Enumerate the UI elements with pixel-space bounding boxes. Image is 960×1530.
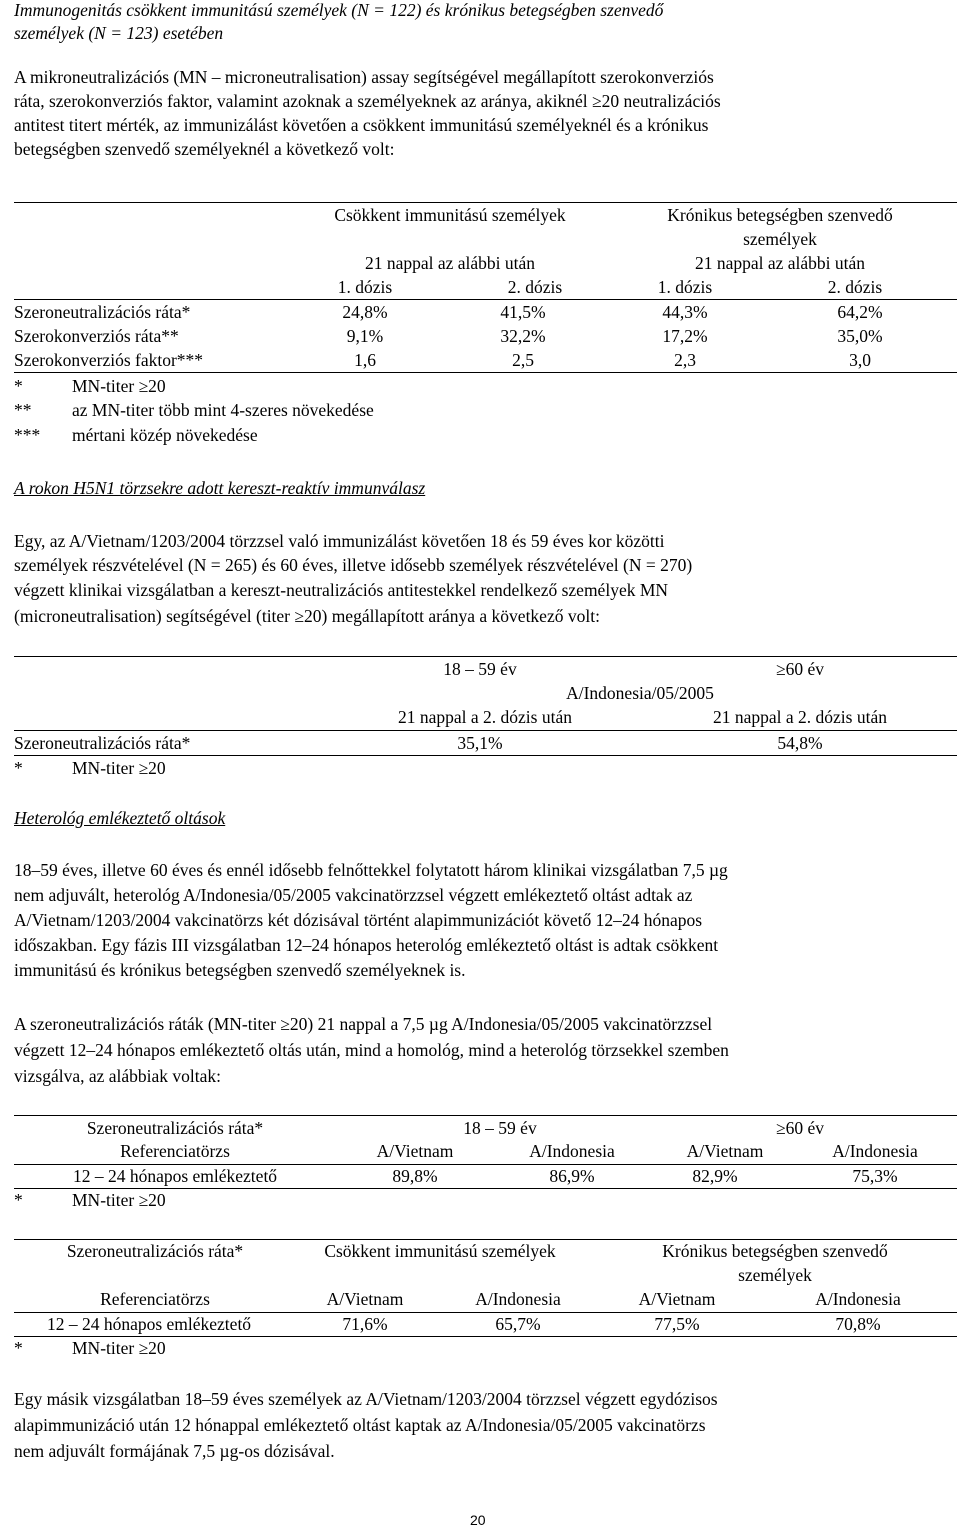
- table-rule: [14, 202, 957, 203]
- table-rule: [14, 1336, 957, 1337]
- table-group-header: ≥60 év: [776, 1118, 824, 1138]
- dose-header: 2. dózis: [827, 277, 883, 297]
- table-group-header: személyek: [743, 229, 817, 249]
- paragraph-line: antitest titert mérték, az immunizálást követően a csökkent immunitású személyeknél és a krónikus: [14, 115, 709, 135]
- footnote-mark: *: [14, 376, 23, 396]
- table-cell: 2,3: [674, 350, 696, 370]
- footnote-text: az MN-titer több mint 4-szeres növekedése: [72, 400, 374, 420]
- table-cell: 65,7%: [495, 1314, 541, 1334]
- table-cell: 35,1%: [457, 733, 503, 753]
- table-row-label: Szeroneutralizációs ráta*: [14, 733, 191, 753]
- table-cell: 3,0: [849, 350, 871, 370]
- table-cell: 41,5%: [500, 302, 546, 322]
- strain-header: A/Vietnam: [638, 1289, 716, 1309]
- table-cell: 89,8%: [392, 1166, 438, 1186]
- footnote-text: MN-titer ≥20: [72, 758, 166, 778]
- paragraph-line: immunitású és krónikus betegségben szenvedő személyeknek is.: [14, 960, 466, 980]
- section-heading: Heterológ emlékeztető oltások: [14, 808, 226, 828]
- table-header-label: Referenciatörzs: [100, 1289, 210, 1309]
- table-subheader: 21 nappal az alábbi után: [694, 253, 866, 273]
- table-header-label: Szeroneutralizációs ráta*: [86, 1118, 264, 1138]
- paragraph-line: végzett 12–24 hónapos emlékeztető oltás után, mind a homológ, mind a heterológ törzsekkel szemben: [14, 1040, 729, 1060]
- table-row-label: Szerokonverziós ráta**: [14, 326, 179, 346]
- paragraph-line: alapimmunizáció után 12 hónappal emlékeztető oltást kaptak az A/Indonesia/05/2005 vakcinatörzs: [14, 1415, 706, 1435]
- table-group-header: Krónikus betegségben szenvedő: [662, 1241, 888, 1261]
- paragraph-line: (microneutralisation) segítségével (titer ≥20) megállapított aránya a következő volt:: [14, 606, 600, 626]
- table-rule: [14, 1312, 957, 1313]
- table-cell: 82,9%: [692, 1166, 738, 1186]
- paragraph-line: végzett klinikai vizsgálatban a kereszt-neutralizációs antitestekkel rendelkező személyek MN: [14, 580, 669, 600]
- table-header-label: Referenciatörzs: [120, 1141, 230, 1161]
- section-title-line: Immunogenitás csökkent immunitású személyek (N = 122) és krónikus betegségben szenvedő: [14, 0, 664, 20]
- table-group-header: 18 – 59 év: [443, 659, 517, 679]
- table-subheader: A/Indonesia/05/2005: [566, 683, 714, 703]
- section-heading: A rokon H5N1 törzsekre adott kereszt-reaktív immunválasz: [14, 478, 426, 498]
- table-group-header: Csökkent immunitású személyek: [324, 1241, 556, 1261]
- footnote-mark: **: [14, 400, 32, 420]
- table-cell: 1,6: [354, 350, 376, 370]
- paragraph-line: nem adjuvált formájának 7,5 µg-os dózisával.: [14, 1441, 335, 1461]
- paragraph-line: A mikroneutralizációs (MN – microneutralisation) assay segítségével megállapított szerokonverziós: [14, 67, 714, 87]
- footnote-mark: *: [14, 758, 23, 778]
- strain-header: A/Indonesia: [832, 1141, 918, 1161]
- paragraph-line: időszakban. Egy fázis III vizsgálatban 12–24 hónapos heterológ emlékeztető oltást is adtak csökkent: [14, 935, 719, 955]
- table-cell: 2,5: [512, 350, 534, 370]
- paragraph-line: vizsgálva, az alábbiak voltak:: [14, 1066, 222, 1086]
- table-subheader: 21 nappal a 2. dózis után: [398, 707, 572, 727]
- paragraph-line: Egy másik vizsgálatban 18–59 éves személyek az A/Vietnam/1203/2004 törzzsel végzett egydózisos: [14, 1389, 718, 1409]
- section-title-line: személyek (N = 123) esetében: [14, 23, 224, 43]
- dose-header: 1. dózis: [337, 277, 393, 297]
- table-rule: [14, 730, 957, 731]
- table-row-label: Szeroneutralizációs ráta*: [14, 302, 191, 322]
- dose-header: 2. dózis: [507, 277, 563, 297]
- strain-header: A/Vietnam: [686, 1141, 764, 1161]
- paragraph-line: Egy, az A/Vietnam/1203/2004 törzzsel való immunizálást követően 18 és 59 éves kor közötti: [14, 531, 665, 551]
- table-cell: 54,8%: [777, 733, 823, 753]
- table-header-label: Szeroneutralizációs ráta*: [66, 1241, 244, 1261]
- paragraph-line: személyek részvételével (N = 265) és 60 éves, illetve idősebb személyek részvételével (N = 270): [14, 555, 693, 575]
- paragraph-line: nem adjuvált, heterológ A/Indonesia/05/2005 vakcinatörzzsel végzett emlékeztető oltást adtak az: [14, 885, 693, 905]
- table-rule: [14, 1188, 957, 1189]
- table-cell: 71,6%: [342, 1314, 388, 1334]
- table-cell: 9,1%: [346, 326, 384, 346]
- paragraph-line: 18–59 éves, illetve 60 éves és ennél idősebb felnőttekkel folytatott három klinikai vizsgálatban 7,5 µg: [14, 860, 728, 880]
- table-cell: 17,2%: [662, 326, 708, 346]
- table-row-label: 12 – 24 hónapos emlékeztető: [72, 1166, 278, 1186]
- table-rule: [14, 1164, 957, 1165]
- paragraph-line: betegségben szenvedő személyeknél a következő volt:: [14, 139, 395, 159]
- table-cell: 77,5%: [654, 1314, 700, 1334]
- table-cell: 24,8%: [342, 302, 388, 322]
- table-row-label: Szerokonverziós faktor***: [14, 350, 204, 370]
- table-subheader: 21 nappal az alábbi után: [364, 253, 536, 273]
- table-cell: 86,9%: [549, 1166, 595, 1186]
- table-group-header: 18 – 59 év: [463, 1118, 537, 1138]
- strain-header: A/Indonesia: [815, 1289, 901, 1309]
- footnote-mark: *: [14, 1190, 23, 1210]
- table-group-header: Krónikus betegségben szenvedő: [667, 205, 893, 225]
- strain-header: A/Vietnam: [376, 1141, 454, 1161]
- table-cell: 70,8%: [835, 1314, 881, 1334]
- table-rule: [14, 1115, 957, 1116]
- table-cell: 44,3%: [662, 302, 708, 322]
- table-group-header: Csökkent immunitású személyek: [334, 205, 566, 225]
- table-subheader: 21 nappal a 2. dózis után: [713, 707, 887, 727]
- table-group-header: személyek: [738, 1265, 812, 1285]
- table-rule: [14, 372, 957, 373]
- page-number: 20: [470, 1512, 486, 1528]
- paragraph-line: A/Vietnam/1203/2004 vakcinatörzs két dózisával történt alapimmunizációt követő 12–24 hónapos: [14, 910, 703, 930]
- footnote-mark: *: [14, 1338, 23, 1358]
- table-rule: [14, 299, 957, 300]
- footnote-text: MN-titer ≥20: [72, 376, 166, 396]
- footnote-text: MN-titer ≥20: [72, 1338, 166, 1358]
- table-cell: 35,0%: [837, 326, 883, 346]
- footnote-mark: ***: [14, 425, 41, 445]
- table-cell: 64,2%: [837, 302, 883, 322]
- table-rule: [14, 1239, 957, 1240]
- paragraph-line: A szeroneutralizációs ráták (MN-titer ≥20) 21 nappal a 7,5 µg A/Indonesia/05/2005 vakcinatörzzsel: [14, 1014, 713, 1034]
- table-cell: 32,2%: [500, 326, 546, 346]
- table-cell: 75,3%: [852, 1166, 898, 1186]
- table-rule: [14, 656, 957, 657]
- footnote-text: MN-titer ≥20: [72, 1190, 166, 1210]
- strain-header: A/Indonesia: [475, 1289, 561, 1309]
- strain-header: A/Indonesia: [529, 1141, 615, 1161]
- table-rule: [14, 755, 957, 756]
- strain-header: A/Vietnam: [326, 1289, 404, 1309]
- paragraph-line: ráta, szerokonverziós faktor, valamint azoknak a személyeknek az aránya, akiknél ≥20 neutralizációs: [14, 91, 721, 111]
- table-group-header: ≥60 év: [776, 659, 824, 679]
- table-row-label: 12 – 24 hónapos emlékeztető: [46, 1314, 252, 1334]
- footnote-text: mértani közép növekedése: [72, 425, 258, 445]
- dose-header: 1. dózis: [657, 277, 713, 297]
